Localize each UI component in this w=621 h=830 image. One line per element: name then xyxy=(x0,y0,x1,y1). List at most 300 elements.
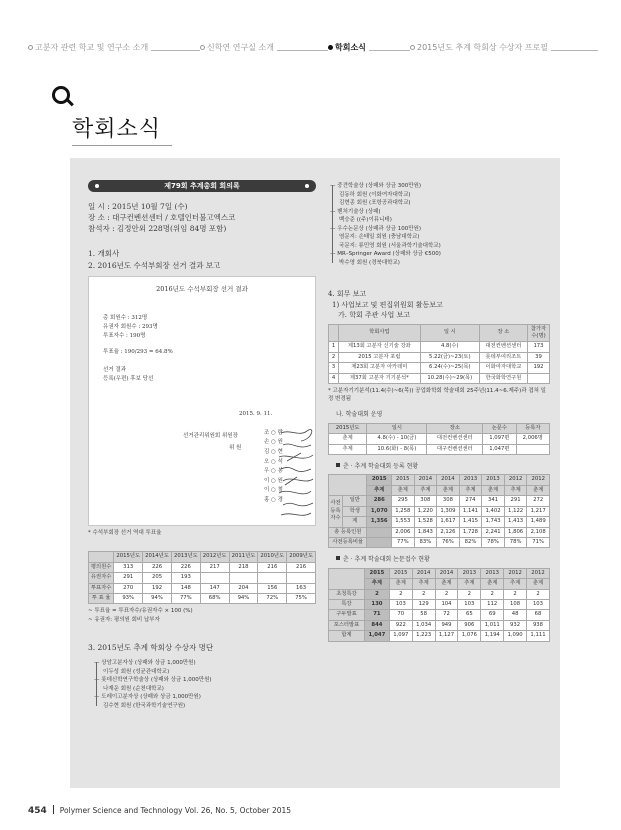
table-cell: 대전컨벤션센터 xyxy=(479,342,527,352)
table-cell: 1,097편 xyxy=(483,434,516,444)
table-cell: 2 xyxy=(329,352,339,362)
table-cell: 4 xyxy=(329,373,339,383)
table-cell: 71 xyxy=(364,610,389,620)
table-cell xyxy=(229,573,258,583)
table-header-cell: 춘계 xyxy=(527,485,550,495)
table-header-row xyxy=(329,324,550,342)
table-cell: 70 xyxy=(389,610,412,620)
committee-name: 김 ○ 현 xyxy=(264,448,283,455)
award-recipient: 이두성 회원 (성균관대학교) xyxy=(103,668,170,675)
ballot-line: 선거 결과 xyxy=(103,366,127,373)
events-table xyxy=(328,324,550,384)
table-header-cell: 일시 xyxy=(367,423,427,433)
table-cell: 68 xyxy=(527,610,550,620)
ballot-committee-members: 위 원 xyxy=(229,444,242,451)
table-cell: 932 xyxy=(504,620,527,630)
table-cell: 82% xyxy=(459,537,482,547)
table-header-cell: 2015년도 xyxy=(329,423,367,433)
table-cell: 295 xyxy=(392,496,415,506)
turnout-definition: ~ 유권자: 평의원 회비 납부자 xyxy=(88,617,160,624)
table-row xyxy=(329,517,550,527)
ballot-line: 투표율 : 190/293 = 64.8% xyxy=(103,348,173,355)
committee-name: 이 ○ 철 xyxy=(264,487,283,494)
table-cell: 구두발표 xyxy=(329,610,365,620)
table-header-cell: 장 소 xyxy=(479,324,527,342)
table-header-cell: 춘계 xyxy=(482,485,505,495)
bullet-icon xyxy=(305,184,309,188)
table-row xyxy=(329,444,550,454)
table-cell: 1,034 xyxy=(412,620,435,630)
table-cell: 205 xyxy=(143,573,172,583)
table-cell: 341 xyxy=(482,496,505,506)
nav-dot-icon xyxy=(328,45,333,50)
table-cell: 추계 xyxy=(329,444,367,454)
table-cell: 1,489 xyxy=(527,517,550,527)
committee-name: 우 ○ 봉 xyxy=(264,468,283,475)
table-cell: 108 xyxy=(504,599,527,609)
table-header-cell: 2013 xyxy=(458,568,481,578)
table-cell: 68% xyxy=(200,593,229,603)
table-cell: 유권자수 xyxy=(89,573,114,583)
table-cell: 1,356 xyxy=(367,517,392,527)
top-navigation xyxy=(28,40,598,54)
table-cell: 104 xyxy=(435,599,458,609)
table-cell: 76% xyxy=(437,537,460,547)
table-header-cell: 장소 xyxy=(427,423,483,433)
table-row xyxy=(329,537,550,547)
table-cell: 1,415 xyxy=(459,517,482,527)
registration-heading: 춘 · 추계 학술대회 등록 현황 xyxy=(328,463,550,471)
table-cell: 77% xyxy=(171,593,200,603)
table-cell: 1,309 xyxy=(437,506,460,516)
table-header-cell: 2009년도 xyxy=(287,552,316,562)
table-header-cell: 춘계 xyxy=(392,485,415,495)
table-cell: 217 xyxy=(200,562,229,572)
table-cell: 129 xyxy=(412,599,435,609)
award-recipient: 김현종 회원 (포항공과대학교) xyxy=(339,200,411,207)
section-heading-awards: 3. 2015년도 추계 학회상 수상자 명단 xyxy=(88,642,214,652)
table-cell: 1,402 xyxy=(482,506,505,516)
table-cell: 226 xyxy=(143,562,172,572)
table-cell: 사전등록비율 xyxy=(329,537,367,547)
section-heading-report xyxy=(328,289,550,321)
table-header-cell: 2015년도 xyxy=(114,552,143,562)
table-cell: 204 xyxy=(229,583,258,593)
report-subtitle: 1) 사업보고 및 편집위원회 활동보고 xyxy=(332,300,443,309)
table-cell: 이화여자대학교 xyxy=(479,363,527,373)
square-bullet-icon xyxy=(336,463,340,467)
table-header-cell: 2011년도 xyxy=(229,552,258,562)
table-cell: 308 xyxy=(437,496,460,506)
table-cell: 844 xyxy=(364,620,389,630)
footer-divider xyxy=(53,805,54,814)
table-cell: 1,141 xyxy=(459,506,482,516)
table-header-cell: 2010년도 xyxy=(258,552,287,562)
magnifier-handle-icon xyxy=(66,99,74,107)
bullet-icon xyxy=(95,184,99,188)
table-cell: 2 xyxy=(364,589,389,599)
committee-name: 조 ○ 람 xyxy=(264,429,283,436)
table-header-cell: 등록자 xyxy=(516,423,549,433)
table-header-row xyxy=(329,423,550,433)
table-header-cell: 추계 xyxy=(414,485,437,495)
award-recipient: 김수현 회원 (한국과학기술연구원) xyxy=(103,702,186,709)
table-cell: 2 xyxy=(504,589,527,599)
table-cell: 1,806 xyxy=(504,527,527,537)
table-cell: 제13회 고분자 신기술 강좌 xyxy=(339,342,421,352)
conferences-heading: 나. 학술대회 운영 xyxy=(336,411,383,419)
minutes-title-bar: 제79회 추계총회 회의록 xyxy=(88,180,316,192)
table-cell: 1,070 xyxy=(367,506,392,516)
table-cell: 2 xyxy=(481,589,504,599)
table-cell: 학생 xyxy=(343,506,367,516)
award-recipient: 염문지: 손태일 회원 (충남대학교) xyxy=(339,234,420,241)
meeting-date: 일 시 : 2015년 10월 7일 (수) xyxy=(88,202,188,211)
table-cell: 69 xyxy=(481,610,504,620)
award-group xyxy=(328,182,550,267)
conferences-table xyxy=(328,423,550,455)
table-cell: 평의원수 xyxy=(89,562,114,572)
table-header-row xyxy=(329,475,550,485)
table-cell: 192 xyxy=(143,583,172,593)
report-subsubtitle: 가. 학회 주관 사업 보고 xyxy=(338,311,410,320)
table-cell: 사전 등록 자수 xyxy=(329,496,343,527)
table-cell: 4.8(수) - 10(금) xyxy=(367,434,427,444)
table-header-cell xyxy=(329,475,367,496)
table-cell xyxy=(367,527,392,537)
table-header-cell: 2012 xyxy=(504,568,527,578)
table-cell: 1,528 xyxy=(414,517,437,527)
awards-list-left xyxy=(92,659,316,710)
table-cell: 2,006 xyxy=(392,527,415,537)
table-cell xyxy=(528,373,550,383)
table-cell: 춘계 xyxy=(329,434,367,444)
page-number: 454 xyxy=(28,806,47,816)
table-cell: 1,047편 xyxy=(483,444,516,454)
table-cell: 1,617 xyxy=(437,517,460,527)
table-cell: 103 xyxy=(527,599,550,609)
table-cell: 2 xyxy=(458,589,481,599)
table-header-cell: 2012년도 xyxy=(200,552,229,562)
papers-table xyxy=(328,568,550,642)
table-cell: 총 등록인원 xyxy=(329,527,367,537)
turnout-table xyxy=(88,551,316,604)
committee-name: 홍 ○ 경 xyxy=(264,497,283,503)
ballot-committee-chair: 선거관리위원회 위원장 xyxy=(183,432,238,439)
table-cell: 65 xyxy=(458,610,481,620)
table-cell: 78% xyxy=(504,537,527,547)
table-header-cell: 2014 xyxy=(412,568,435,578)
page-title: 학회소식 xyxy=(72,117,162,142)
table-cell: 103 xyxy=(389,599,412,609)
table-cell: 156 xyxy=(258,583,287,593)
table-cell: 10.28(수)~29(목) xyxy=(420,373,479,383)
award-category: — 벤처기술상 (상패) xyxy=(339,208,550,217)
table-header-cell: 추계 xyxy=(458,579,481,589)
table-header-row xyxy=(329,568,550,578)
table-header-cell: 춘계 xyxy=(481,579,504,589)
award-category: — MR–Springer Award (상패와 상금 €500) xyxy=(339,250,550,259)
award-category: — 중견학술상 (상패와 상금 300만원) xyxy=(339,182,550,191)
table-cell: 4.8(수) xyxy=(420,342,479,352)
table-cell: 1 xyxy=(329,342,339,352)
table-row xyxy=(329,620,550,630)
ballot-line: 등록(우편) 후보 당선 xyxy=(103,375,154,382)
table-cell: 5.22(금)~23(토) xyxy=(420,352,479,362)
table-cell: 투 표 율 xyxy=(89,593,114,603)
award-category: — 롯데신학연구학술상 (상패와 상금 1,000만원) xyxy=(103,676,316,685)
table-cell: 173 xyxy=(528,342,550,352)
table-header-cell: 2012 xyxy=(504,475,527,485)
table-cell: 58 xyxy=(412,610,435,620)
table-row xyxy=(89,562,316,572)
table-header-cell: 추계 xyxy=(367,485,392,495)
table-row xyxy=(329,610,550,620)
committee-name: 오 ○ 석 xyxy=(264,458,283,465)
table-row xyxy=(329,434,550,444)
meeting-place: 장 소 : 대구컨벤션센터 / 호텔인터불고엑스코 xyxy=(88,212,236,222)
table-cell: 1,122 xyxy=(504,506,527,516)
meeting-info xyxy=(88,202,316,235)
square-bullet-icon xyxy=(336,556,340,560)
table-cell: 대구컨벤션센터 xyxy=(427,444,483,454)
table-cell: 1,728 xyxy=(459,527,482,537)
content-panel xyxy=(70,158,560,788)
table-cell: 롯데부여리조트 xyxy=(479,352,527,362)
table-row xyxy=(329,631,550,641)
papers-heading: 춘 · 추계 학술대회 논문접수 현황 xyxy=(328,556,550,564)
journal-citation: Polymer Science and Technology Vol. 26, No. 5, October 2015 xyxy=(59,806,292,815)
table-row xyxy=(329,363,550,373)
table-header-cell xyxy=(329,324,339,342)
table-cell: 2,006명 xyxy=(516,434,549,444)
table-cell: 148 xyxy=(171,583,200,593)
table-cell: 포스터발표 xyxy=(329,620,365,630)
table-cell: 77% xyxy=(392,537,415,547)
table-cell: 313 xyxy=(114,562,143,572)
table-cell: 192 xyxy=(528,363,550,373)
table-cell: 대전컨벤션센터 xyxy=(427,434,483,444)
table-header-cell: 2015 xyxy=(392,475,415,485)
table-cell: 투표자수 xyxy=(89,583,114,593)
table-header-cell: 2012 xyxy=(527,475,550,485)
table-cell: 2015 고분자 포럼 xyxy=(339,352,421,362)
section-heading-election: 2. 2016년도 수석부회장 선거 결과 보고 xyxy=(88,261,221,271)
table-cell: 78% xyxy=(482,537,505,547)
nav-item-news[interactable]: 학회소식 xyxy=(328,42,369,53)
table-header-cell: 2015 xyxy=(364,568,389,578)
table-cell: 한국화학연구원 xyxy=(479,373,527,383)
table-cell: 218 xyxy=(229,562,258,572)
table-header-cell: 논문수 xyxy=(483,423,516,433)
report-title: 4. 회무 보고 xyxy=(328,290,367,299)
page-footer xyxy=(28,805,291,816)
table-cell: 83% xyxy=(414,537,437,547)
title-underline xyxy=(72,145,172,146)
table-cell: 216 xyxy=(258,562,287,572)
table-cell: 2 xyxy=(389,589,412,599)
turnout-note: * 수석부회장 선거 역대 투표율 xyxy=(88,529,162,536)
table-cell: 2,241 xyxy=(482,527,505,537)
table-row xyxy=(329,527,550,537)
table-cell: 계 xyxy=(343,517,367,527)
table-cell: 1,258 xyxy=(392,506,415,516)
table-cell: 163 xyxy=(287,583,316,593)
table-cell: 226 xyxy=(171,562,200,572)
committee-name: 이 ○ 원 xyxy=(264,477,283,484)
nav-item-labs[interactable]: 신학연 연구실 소개 xyxy=(200,42,277,53)
table-cell: 2 xyxy=(527,589,550,599)
table-cell: 93% xyxy=(114,593,143,603)
table-header-cell: 추계 xyxy=(364,579,389,589)
nav-item-profiles[interactable]: 2015년도 추계 학회상 수상자 프로필 xyxy=(410,42,551,53)
table-cell: 103 xyxy=(458,599,481,609)
table-cell xyxy=(200,573,229,583)
table-cell: 합계 xyxy=(329,631,365,641)
table-cell: 1,076 xyxy=(458,631,481,641)
table-header-cell: 2013 xyxy=(482,475,505,485)
table-header-cell xyxy=(329,568,365,589)
table-cell: 특강 xyxy=(329,599,365,609)
ballot-line: 유권자 회원수 : 293명 xyxy=(103,323,158,330)
signatures-image xyxy=(277,427,317,519)
table-cell: 1,217 xyxy=(527,506,550,516)
table-cell: 938 xyxy=(527,620,550,630)
right-column xyxy=(328,158,550,642)
table-cell: 291 xyxy=(114,573,143,583)
table-cell: 10.6(화) - 8(목) xyxy=(367,444,427,454)
ballot-date: 2015. 9. 11. xyxy=(239,410,273,417)
nav-item-schools[interactable]: 고분자 관련 학교 및 연구소 소개 xyxy=(28,42,151,53)
award-recipient: 국문지: 류민영 회원 (서울과학기술대학교) xyxy=(339,242,441,249)
table-cell: 1,843 xyxy=(414,527,437,537)
table-cell: 72% xyxy=(258,593,287,603)
table-header-cell: 추계 xyxy=(412,579,435,589)
table-header-cell: 추계 xyxy=(504,579,527,589)
meeting-attendees: 참석자 : 김정안외 228명(위임 84명 포함) xyxy=(88,223,227,233)
table-cell: 39 xyxy=(528,352,550,362)
table-cell: 제23회 고분자 아카데미 xyxy=(339,363,421,373)
award-category: — 상암고분자상 (상패와 상금 1,000만원) xyxy=(103,659,316,668)
table-cell: 제37회 고분자 기기분석* xyxy=(339,373,421,383)
table-cell: 272 xyxy=(527,496,550,506)
table-cell: 1,743 xyxy=(482,517,505,527)
table-cell: 72 xyxy=(435,610,458,620)
left-column xyxy=(88,158,316,710)
registration-table xyxy=(328,474,550,548)
table-header-cell: 2014 xyxy=(435,568,458,578)
committee-name: 손 ○ 원 xyxy=(264,439,283,446)
table-cell: 216 xyxy=(287,562,316,572)
table-cell: 94% xyxy=(229,593,258,603)
award-recipient: 백승준 ((주)이뮤니테) xyxy=(339,217,392,224)
award-group xyxy=(92,659,316,710)
table-cell: 274 xyxy=(459,496,482,506)
table-cell: 1,194 xyxy=(481,631,504,641)
table-cell xyxy=(258,573,287,583)
table-cell: 1,047 xyxy=(364,631,389,641)
ballot-title: 2016년도 수석부회장 선거 결과 xyxy=(156,284,248,293)
table-cell: 6.24(수)~25(목) xyxy=(420,363,479,373)
table-header-cell: 일 시 xyxy=(420,324,479,342)
table-cell: 1,090 xyxy=(504,631,527,641)
table-header-cell: 2014년도 xyxy=(143,552,172,562)
award-category: — 우수논문상 (상패과 상금 100만원) xyxy=(339,225,550,234)
award-recipient: 나재운 회원 (순천대학교) xyxy=(103,685,164,692)
table-header-cell: 2013 xyxy=(481,568,504,578)
table-row xyxy=(329,373,550,383)
table-cell: 286 xyxy=(367,496,392,506)
section-heading-opening: 1. 개회사 xyxy=(88,248,120,258)
table-header-cell: 추계 xyxy=(459,485,482,495)
table-cell xyxy=(516,444,549,454)
table-header-cell: 2015 xyxy=(389,568,412,578)
table-cell: 초청특강 xyxy=(329,589,365,599)
table-cell: 1,097 xyxy=(389,631,412,641)
table-cell: 112 xyxy=(481,599,504,609)
nav-dot-icon xyxy=(410,45,415,50)
table-cell: 1,413 xyxy=(504,517,527,527)
table-row xyxy=(89,583,316,593)
table-cell: 48 xyxy=(504,610,527,620)
table-row xyxy=(329,506,550,516)
table-header-row xyxy=(89,552,316,562)
table-cell: 922 xyxy=(389,620,412,630)
table-header-cell: 2013년도 xyxy=(171,552,200,562)
table-cell: 1,220 xyxy=(414,506,437,516)
award-recipient: 박수영 회원 (경북대학교) xyxy=(339,259,400,266)
table-header-cell: 춘계 xyxy=(389,579,412,589)
table-cell: 75% xyxy=(287,593,316,603)
ballot-line: 총 회원수 : 312명 xyxy=(103,314,148,321)
election-result-document xyxy=(88,276,316,526)
award-recipient: 김동하 회원 (이화여자대학교) xyxy=(339,191,411,198)
table-header-cell: 추계 xyxy=(504,485,527,495)
table-cell: 71% xyxy=(527,537,550,547)
table-cell: 94% xyxy=(143,593,172,603)
table-cell: 1,011 xyxy=(481,620,504,630)
table-header-cell: 2014 xyxy=(414,475,437,485)
awards-list-right xyxy=(328,182,550,267)
table-cell: 2 xyxy=(435,589,458,599)
table-cell: 147 xyxy=(200,583,229,593)
table-cell: 1,553 xyxy=(392,517,415,527)
table-row xyxy=(329,342,550,352)
table-header-cell xyxy=(89,552,114,562)
nav-dot-icon xyxy=(200,45,205,50)
table-cell: 270 xyxy=(114,583,143,593)
table-row xyxy=(89,593,316,603)
turnout-formula: ~ 투표율 = 투표자수/유권자수 × 100 (%) xyxy=(88,608,193,615)
table-row xyxy=(329,599,550,609)
table-cell xyxy=(287,573,316,583)
table-cell: 2 xyxy=(412,589,435,599)
table-row xyxy=(329,352,550,362)
table-header-cell: 2015 xyxy=(367,475,392,485)
table-header-cell: 춘계 xyxy=(437,485,460,495)
ballot-line: 투표자수 : 190명 xyxy=(103,332,146,339)
events-footnote: * 고분자기기분석(11.4(수)~6(목)) 공업화학회 학술대회 25주년(11.4~6.제주)과 겹쳐 일정 변경됨 xyxy=(328,388,547,402)
award-category: — 도레이고분자상 (상패와 상금 1,000만원) xyxy=(103,693,316,702)
nav-dot-icon xyxy=(28,45,33,50)
table-header-cell: 2012 xyxy=(527,568,550,578)
table-row xyxy=(329,496,550,506)
table-cell: 일반 xyxy=(343,496,367,506)
table-header-cell: 참가자수(명) xyxy=(528,324,550,342)
table-cell: 291 xyxy=(504,496,527,506)
table-cell: 308 xyxy=(414,496,437,506)
table-cell: 1,223 xyxy=(412,631,435,641)
